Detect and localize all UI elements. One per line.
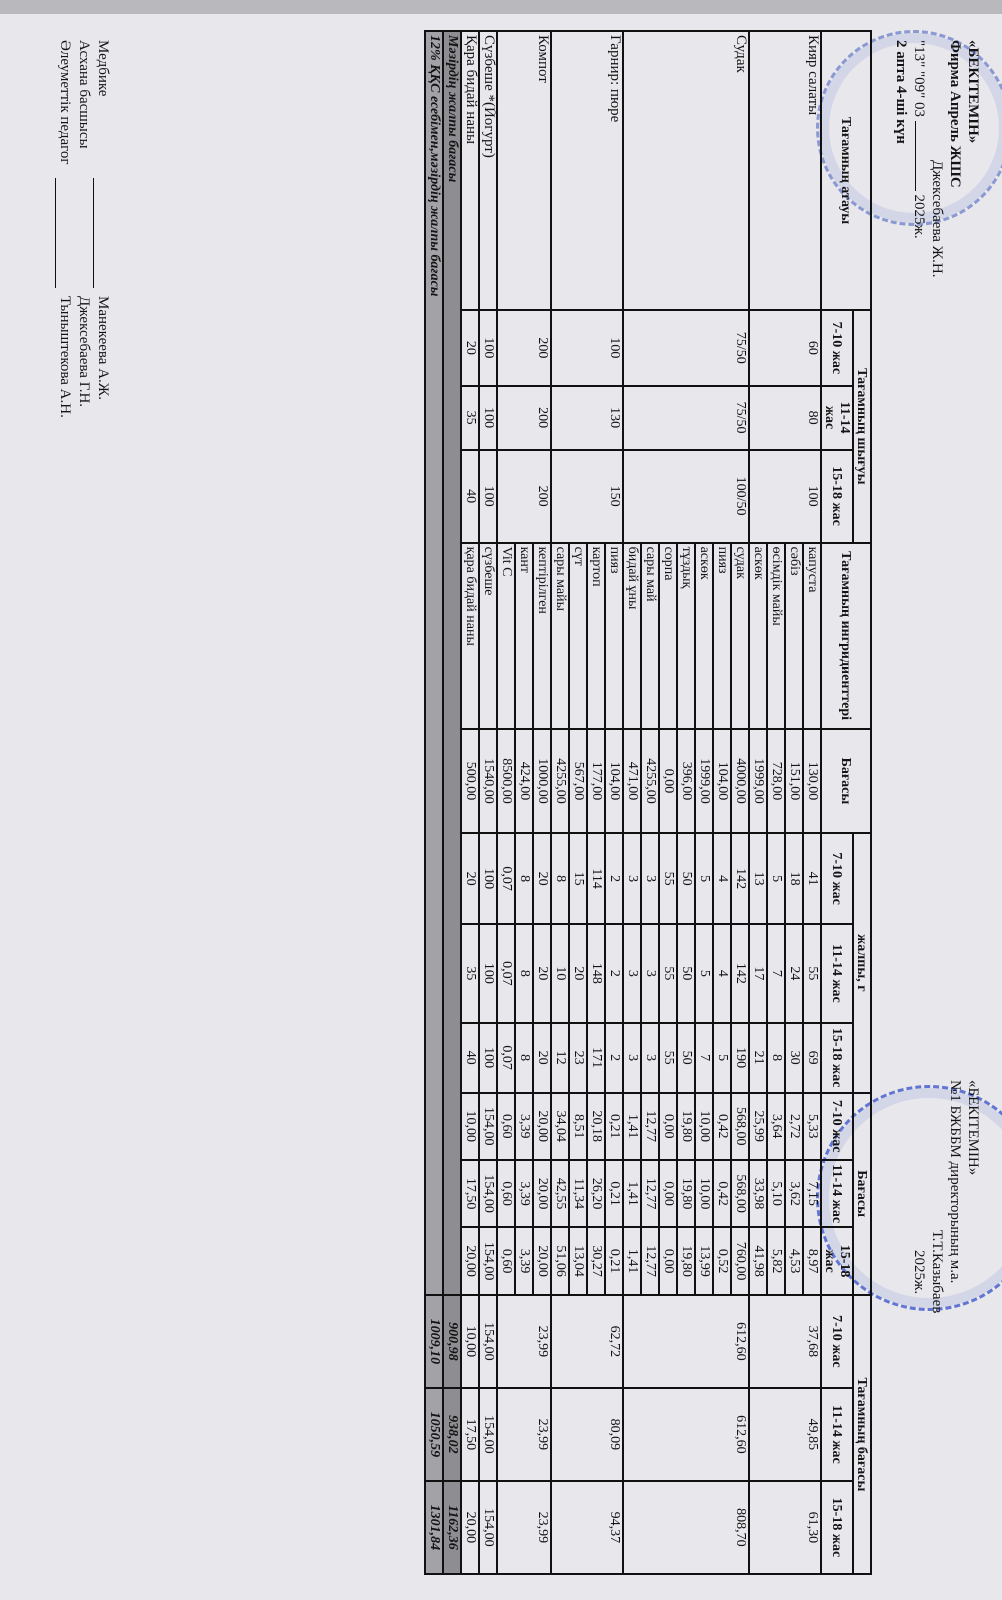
ingredient-price: 130,00 (803, 729, 821, 834)
ingredient-gross: 2 (605, 1023, 623, 1093)
ingredient-gross: 21 (749, 1023, 767, 1093)
col-price: Бағасы (821, 729, 871, 834)
approval-left (892, 40, 982, 277)
ingredient-cost: 7,15 (803, 1160, 821, 1227)
dish-total: 49,85 (749, 1388, 821, 1481)
ingredient-cost: 30,27 (587, 1227, 605, 1294)
ingredient-gross: 8 (551, 833, 569, 924)
ingredient-cost: 26,20 (587, 1160, 605, 1227)
ingredient-price: 1000,00 (533, 729, 551, 834)
signature-row (55, 40, 74, 418)
ingredient-gross: 3 (623, 833, 641, 924)
ingredient-gross: 35 (461, 924, 479, 1023)
day-label: 2 апта 4-ші күн (893, 40, 909, 144)
ingredient-cost: 5,33 (803, 1093, 821, 1160)
signatures (55, 40, 112, 418)
ingredient-gross: 5 (767, 833, 785, 924)
ingredient-gross: 55 (659, 924, 677, 1023)
ingredient-gross: 55 (659, 1023, 677, 1093)
ingredient-cost: 13,99 (695, 1227, 713, 1294)
ingredient-gross: 8 (767, 1023, 785, 1093)
ingredient-gross: 0,07 (497, 1023, 515, 1093)
ingredient-name: сүзбеше (479, 543, 497, 729)
dish-total: 61,30 (749, 1481, 821, 1574)
table-row (605, 31, 623, 1574)
ingredient-gross: 0,07 (497, 924, 515, 1023)
ingredient-name: Vit C (497, 543, 515, 729)
ingredient-gross: 20 (533, 1023, 551, 1093)
ingredient-name: пияз (713, 543, 731, 729)
ingredient-price: 4255,00 (551, 729, 569, 834)
ingredient-price: 728,00 (767, 729, 785, 834)
dish-total: 808,70 (623, 1481, 749, 1574)
summary-value: 1009,10 (425, 1295, 443, 1388)
dish-name: Компот (497, 31, 551, 310)
ingredient-price: 4000,00 (731, 729, 749, 834)
ingredient-cost: 0,60 (497, 1093, 515, 1160)
dish-total: 10,00 (461, 1295, 479, 1388)
ingredient-cost: 2,72 (785, 1093, 803, 1160)
col-cost: Бағасы (853, 1093, 871, 1295)
ingredient-name: сүт (569, 543, 587, 729)
ingredient-price: 424,00 (515, 729, 533, 834)
ingredient-name: картоп (587, 543, 605, 729)
ingredient-price: 177,00 (587, 729, 605, 834)
col-dish-name: Тағамның атауы (821, 31, 871, 310)
menu-table (424, 30, 872, 1575)
ingredient-cost: 0,00 (659, 1093, 677, 1160)
total-age-7-10: 7-10 жас (821, 1295, 853, 1388)
ingredient-gross: 190 (731, 1023, 749, 1093)
dish-yield: 75/50 (623, 310, 749, 386)
ingredient-gross: 40 (461, 1023, 479, 1093)
dish-yield: 200 (497, 450, 551, 543)
ingredient-cost: 154,00 (479, 1227, 497, 1294)
ingredient-name: кептірілген (533, 543, 551, 729)
gross-age-11-14: 11-14 жас (821, 924, 853, 1023)
summary-value: 1301,84 (425, 1481, 443, 1574)
ingredient-gross: 2 (605, 924, 623, 1023)
ingredient-name: пияз (605, 543, 623, 729)
ingredient-gross: 100 (479, 924, 497, 1023)
ingredient-cost: 568,00 (731, 1160, 749, 1227)
ingredient-name: бидай ұны (623, 543, 641, 729)
ingredient-cost: 12,77 (641, 1093, 659, 1160)
ingredient-gross: 30 (785, 1023, 803, 1093)
ingredient-price: 1999,00 (695, 729, 713, 834)
ingredient-gross: 3 (623, 1023, 641, 1093)
dish-name: Кияр салаты (749, 31, 821, 310)
ingredient-cost: 0,52 (713, 1227, 731, 1294)
ingredient-price: 8500,00 (497, 729, 515, 834)
signature-row (74, 40, 93, 418)
ingredient-cost: 25,99 (749, 1093, 767, 1160)
ingredient-cost: 0,21 (605, 1227, 623, 1294)
table-row (533, 31, 551, 1574)
ingredient-price: 567,00 (569, 729, 587, 834)
signature-role: Әлеуметтік педагог (57, 40, 73, 165)
director-position: №1 БЖББМ директорының м.а. (947, 1080, 963, 1284)
ingredient-cost: 11,34 (569, 1160, 587, 1227)
ingredient-gross: 41 (803, 833, 821, 924)
ingredient-name: аскөк (749, 543, 767, 729)
ingredient-gross: 114 (587, 833, 605, 924)
ingredient-cost: 0,60 (497, 1227, 515, 1294)
total-age-11-14: 11-14 жас (821, 1388, 853, 1481)
gross-age-15-18: 15-18 жас (821, 1023, 853, 1093)
dish-total: 612,60 (623, 1295, 749, 1388)
summary-label: 12% ҚҚС есебімен,мәзірдің жалпы бағасы (425, 31, 443, 1295)
table-row (803, 31, 821, 1574)
dish-total: 17,50 (461, 1388, 479, 1481)
ingredient-gross: 17 (749, 924, 767, 1023)
ingredient-gross: 8 (515, 833, 533, 924)
gross-age-7-10: 7-10 жас (821, 833, 853, 924)
cost-age-7-10: 7-10 жас (821, 1093, 853, 1160)
ingredient-cost: 19,80 (677, 1227, 695, 1294)
ingredient-name: қара бидай наны (461, 543, 479, 729)
ingredient-cost: 19,80 (677, 1160, 695, 1227)
ingredient-gross: 18 (785, 833, 803, 924)
yield-age-7-10: 7-10 жас (821, 310, 853, 386)
approve-label-left: «БЕКІТЕМІН» (965, 40, 981, 144)
ingredient-cost: 4,53 (785, 1227, 803, 1294)
ingredient-gross: 171 (587, 1023, 605, 1093)
ingredient-gross: 8 (515, 1023, 533, 1093)
ingredient-cost: 51,06 (551, 1227, 569, 1294)
ingredient-cost: 0,21 (605, 1093, 623, 1160)
ingredient-name: өсімдік майы (767, 543, 785, 729)
ingredient-price: 104,00 (605, 729, 623, 834)
signature-name: Джексебаева Г.Н. (76, 296, 92, 408)
yield-age-15-18: 15-18 жас (821, 450, 853, 543)
ingredient-cost: 10,00 (461, 1093, 479, 1160)
dish-total: 23,99 (497, 1481, 551, 1574)
ingredient-cost: 5,10 (767, 1160, 785, 1227)
dish-name: Қара бидай наны (461, 31, 479, 310)
dish-yield: 100/50 (623, 450, 749, 543)
summary-value: 938,02 (443, 1388, 461, 1481)
summary-label: Мәзірдің жалпы бағасы (443, 31, 461, 1295)
dish-total: 20,00 (461, 1481, 479, 1574)
yield-age-11-14: 11-14 жас (821, 386, 853, 450)
ingredient-gross: 15 (569, 833, 587, 924)
ingredient-cost: 0,42 (713, 1160, 731, 1227)
ingredient-cost: 0,00 (659, 1227, 677, 1294)
col-dish-cost: Тағамның бағасы (853, 1295, 871, 1574)
dish-name: Гарнир: пюре (551, 31, 623, 310)
ingredient-gross: 5 (695, 924, 713, 1023)
signature-role: Медбике (95, 40, 111, 97)
table-row (731, 31, 749, 1574)
ingredient-gross: 8 (515, 924, 533, 1023)
ingredient-gross: 142 (731, 924, 749, 1023)
dish-total: 612,60 (623, 1388, 749, 1481)
ingredient-gross: 148 (587, 924, 605, 1023)
ingredient-cost: 760,00 (731, 1227, 749, 1294)
ingredient-price: 1540,00 (479, 729, 497, 834)
ingredient-price: 4255,00 (641, 729, 659, 834)
dish-yield: 20 (461, 310, 479, 386)
dish-yield: 100 (551, 310, 623, 386)
ingredient-cost: 0,21 (605, 1160, 623, 1227)
ingredient-gross: 5 (695, 833, 713, 924)
ingredient-gross: 69 (803, 1023, 821, 1093)
summary-value: 900,98 (443, 1295, 461, 1388)
ingredient-gross: 50 (677, 833, 695, 924)
ingredient-gross: 13 (749, 833, 767, 924)
signature-row (93, 40, 112, 418)
year-left: 2025ж. (911, 194, 927, 239)
dish-yield: 200 (497, 310, 551, 386)
date-left: "13" "09" 03 (911, 40, 927, 117)
dish-yield: 100 (749, 450, 821, 543)
ingredient-cost: 42,55 (551, 1160, 569, 1227)
ingredient-cost: 34,04 (551, 1093, 569, 1160)
dish-yield: 150 (551, 450, 623, 543)
ingredient-gross: 20 (533, 833, 551, 924)
ingredient-cost: 1,41 (623, 1093, 641, 1160)
ingredient-name: сәбіз (785, 543, 803, 729)
dish-total: 154,00 (479, 1388, 497, 1481)
ingredient-cost: 154,00 (479, 1160, 497, 1227)
ingredient-cost: 20,00 (533, 1093, 551, 1160)
dish-yield: 100 (479, 450, 497, 543)
ingredient-gross: 142 (731, 833, 749, 924)
ingredient-cost: 1,41 (623, 1160, 641, 1227)
ingredient-cost: 568,00 (731, 1093, 749, 1160)
col-ingredients: Тағамның ингридиенттері (821, 543, 871, 729)
ingredient-cost: 3,64 (767, 1093, 785, 1160)
dish-yield: 80 (749, 386, 821, 450)
year-right: 2025ж. (911, 1250, 927, 1295)
ingredient-price: 396,00 (677, 729, 695, 834)
summary-value: 1050,59 (425, 1388, 443, 1481)
approve-label-right: «БЕКІТЕМІН» (965, 1080, 981, 1176)
director-name: Т.Т.Казыбаев (929, 1230, 945, 1314)
cost-age-11-14: 11-14 жас (821, 1160, 853, 1227)
ingredient-cost: 20,18 (587, 1093, 605, 1160)
ingredient-gross: 3 (641, 833, 659, 924)
ingredient-gross: 50 (677, 1023, 695, 1093)
dish-total: 62,72 (551, 1295, 623, 1388)
summary-row (425, 31, 443, 1574)
ingredient-cost: 20,00 (533, 1227, 551, 1294)
table-row (461, 31, 479, 1574)
dish-name: Сүзбеше *(Йогурт) (479, 31, 497, 310)
ingredient-gross: 3 (641, 924, 659, 1023)
approval-right (910, 1080, 982, 1313)
ingredient-cost: 17,50 (461, 1160, 479, 1227)
ingredient-price: 151,00 (785, 729, 803, 834)
ingredient-name: судак (731, 543, 749, 729)
ingredient-gross: 3 (641, 1023, 659, 1093)
ingredient-cost: 0,00 (659, 1160, 677, 1227)
ingredient-cost: 20,00 (461, 1227, 479, 1294)
dish-total: 23,99 (497, 1388, 551, 1481)
ingredient-cost: 1,41 (623, 1227, 641, 1294)
ingredient-cost: 8,51 (569, 1093, 587, 1160)
ingredient-gross: 55 (659, 833, 677, 924)
dish-name: Судак (623, 31, 749, 310)
ingredient-gross: 7 (695, 1023, 713, 1093)
company-name: Фирма Апрель ЖШС (947, 40, 963, 188)
ingredient-name: тұздық (677, 543, 695, 729)
dish-total: 80,09 (551, 1388, 623, 1481)
ingredient-cost: 12,77 (641, 1160, 659, 1227)
ingredient-gross: 4 (713, 833, 731, 924)
ingredient-cost: 41,98 (749, 1227, 767, 1294)
total-age-15-18: 15-18 жас (821, 1481, 853, 1574)
ingredient-cost: 13,04 (569, 1227, 587, 1294)
ingredient-name: капуста (803, 543, 821, 729)
dish-total: 37,68 (749, 1295, 821, 1388)
ingredient-cost: 8,97 (803, 1227, 821, 1294)
ingredient-gross: 5 (713, 1023, 731, 1093)
ingredient-name: аскөк (695, 543, 713, 729)
ingredient-cost: 20,00 (533, 1160, 551, 1227)
ingredient-cost: 3,39 (515, 1227, 533, 1294)
ingredient-name: сары майы (551, 543, 569, 729)
ingredient-cost: 19,80 (677, 1093, 695, 1160)
ingredient-gross: 2 (605, 833, 623, 924)
summary-value: 1162,36 (443, 1481, 461, 1574)
ingredient-cost: 3,39 (515, 1093, 533, 1160)
dish-yield: 60 (749, 310, 821, 386)
dish-yield: 75/50 (623, 386, 749, 450)
ingredient-price: 500,00 (461, 729, 479, 834)
ingredient-cost: 10,00 (695, 1160, 713, 1227)
summary-row (443, 31, 461, 1574)
ingredient-gross: 12 (551, 1023, 569, 1093)
dish-yield: 200 (497, 386, 551, 450)
ingredient-name: сары май (641, 543, 659, 729)
ingredient-cost: 0,42 (713, 1093, 731, 1160)
signature-name: Манекеева А.Ж. (95, 296, 111, 400)
table-row (479, 31, 497, 1574)
ingredient-price: 1999,00 (749, 729, 767, 834)
ingredient-gross: 4 (713, 924, 731, 1023)
signature-role: Асхана басшысы (76, 40, 92, 149)
ingredient-gross: 20 (461, 833, 479, 924)
ingredient-gross: 7 (767, 924, 785, 1023)
col-yield: Тағамның шығуы (853, 310, 871, 543)
cost-age-15-18: 15-18 жас (821, 1227, 853, 1294)
dish-yield: 35 (461, 386, 479, 450)
ingredient-gross: 24 (785, 924, 803, 1023)
ingredient-gross: 100 (479, 1023, 497, 1093)
ingredient-gross: 100 (479, 833, 497, 924)
company-signer: Джексебаева Ж.Н. (929, 160, 945, 278)
dish-yield: 100 (479, 310, 497, 386)
ingredient-cost: 10,00 (695, 1093, 713, 1160)
ingredient-price: 104,00 (713, 729, 731, 834)
ingredient-gross: 50 (677, 924, 695, 1023)
ingredient-gross: 20 (533, 924, 551, 1023)
signature-name: Тыныштекова А.Н. (57, 296, 73, 418)
dish-yield: 40 (461, 450, 479, 543)
ingredient-cost: 3,39 (515, 1160, 533, 1227)
ingredient-cost: 0,60 (497, 1160, 515, 1227)
dish-total: 94,37 (551, 1481, 623, 1574)
ingredient-gross: 0,07 (497, 833, 515, 924)
menu-body (425, 31, 821, 1574)
ingredient-cost: 33,98 (749, 1160, 767, 1227)
ingredient-gross: 23 (569, 1023, 587, 1093)
ingredient-cost: 3,62 (785, 1160, 803, 1227)
ingredient-cost: 154,00 (479, 1093, 497, 1160)
ingredient-gross: 55 (803, 924, 821, 1023)
ingredient-name: кант (515, 543, 533, 729)
ingredient-cost: 5,82 (767, 1227, 785, 1294)
ingredient-gross: 10 (551, 924, 569, 1023)
dish-yield: 100 (479, 386, 497, 450)
col-gross: жалпы, г (853, 833, 871, 1092)
dish-total: 23,99 (497, 1295, 551, 1388)
ingredient-name: сорпа (659, 543, 677, 729)
dish-total: 154,00 (479, 1295, 497, 1388)
dish-total: 154,00 (479, 1481, 497, 1574)
ingredient-gross: 3 (623, 924, 641, 1023)
ingredient-price: 471,00 (623, 729, 641, 834)
dish-yield: 130 (551, 386, 623, 450)
ingredient-cost: 12,77 (641, 1227, 659, 1294)
ingredient-gross: 20 (569, 924, 587, 1023)
ingredient-price: 0,00 (659, 729, 677, 834)
